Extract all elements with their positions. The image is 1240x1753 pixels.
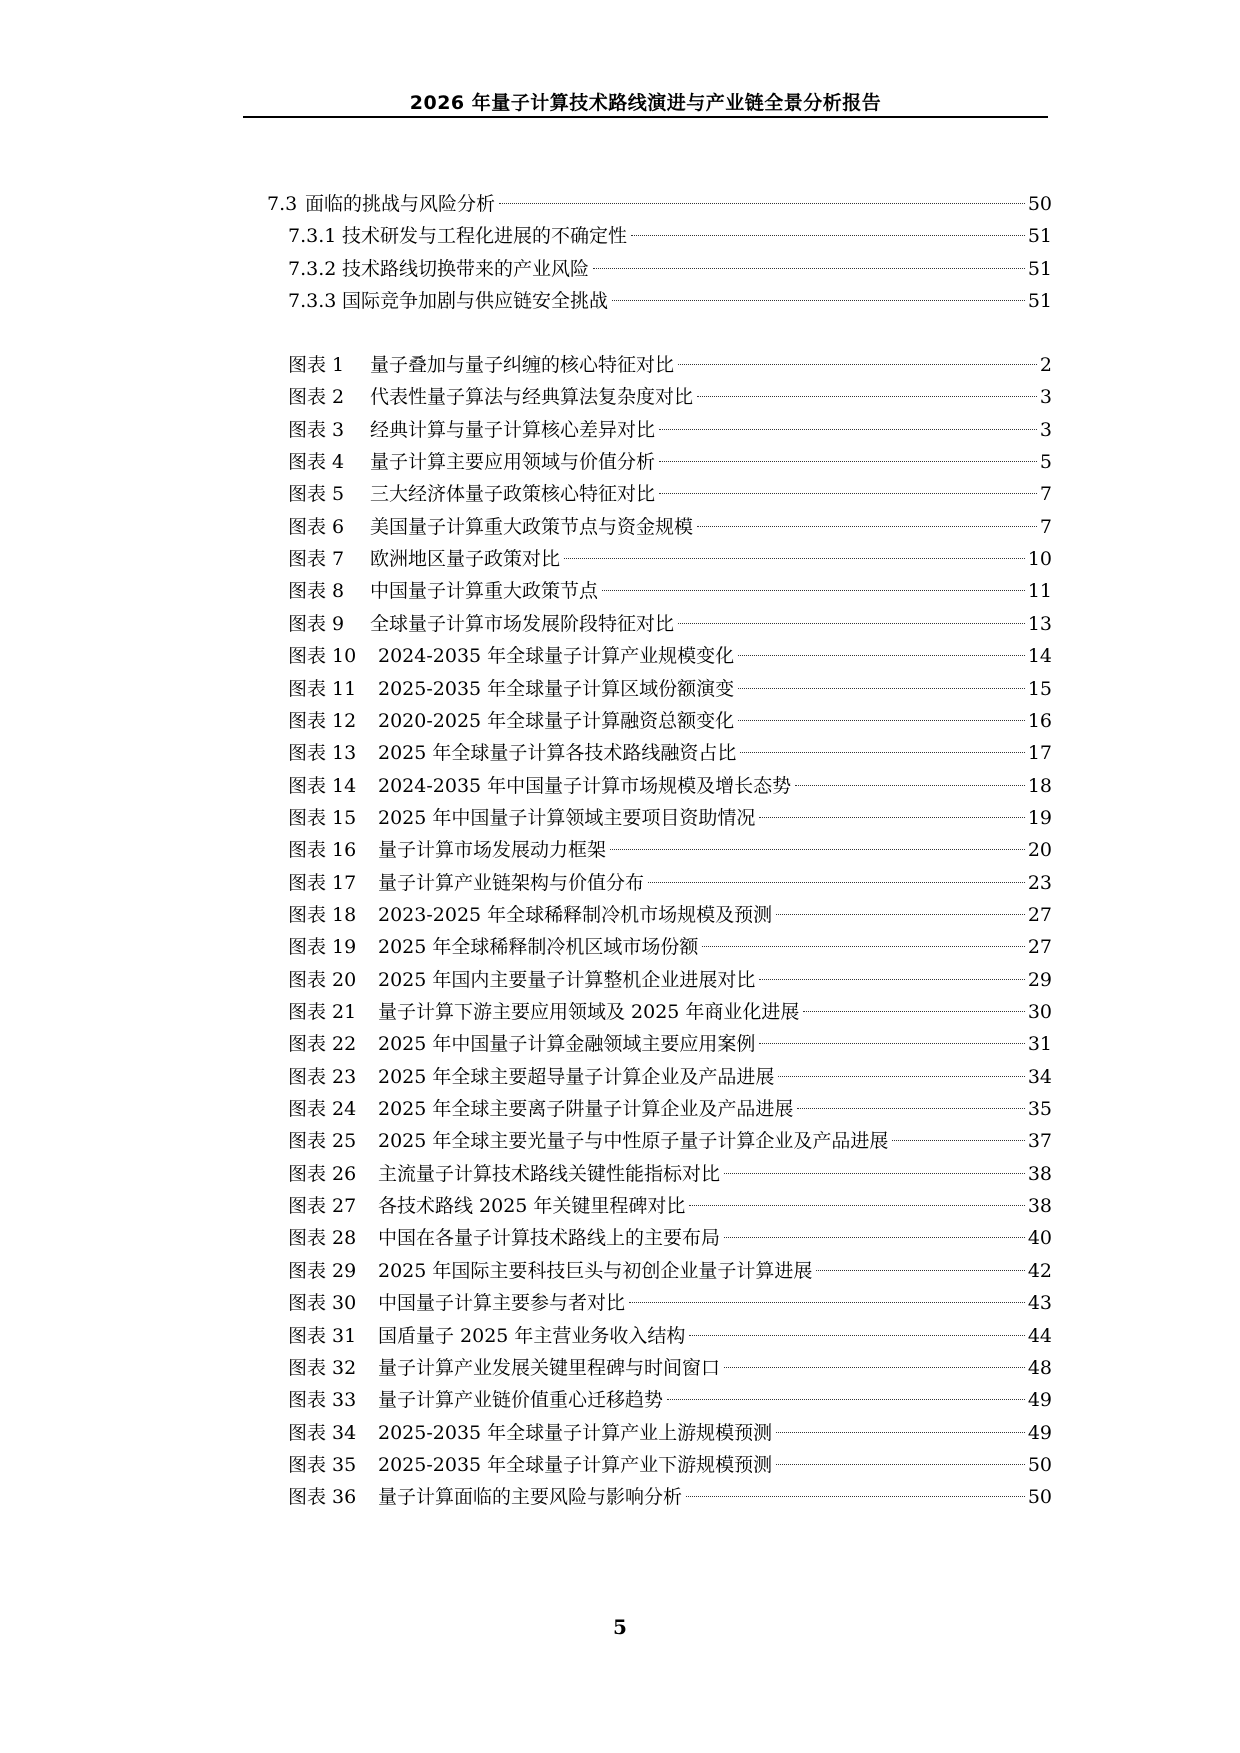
- leader-dots: [686, 1496, 1025, 1497]
- entry-page-number: 27: [1027, 936, 1052, 959]
- entry-label: [288, 577, 598, 605]
- toc-section-entry[interactable]: [288, 255, 1052, 283]
- entry-page-number: 15: [1027, 677, 1052, 700]
- entry-title: 2025 年中国量子计算金融领域主要应用案例: [378, 1033, 756, 1056]
- entry-label: [288, 901, 772, 929]
- toc-section-entry[interactable]: [267, 190, 1052, 218]
- entry-number: 图表 27: [288, 1195, 357, 1218]
- toc-figure-entry[interactable]: [288, 351, 1052, 379]
- entry-title: 面临的挑战与风险分析: [305, 193, 496, 215]
- entry-page-number: 16: [1027, 709, 1052, 732]
- entry-title: 2025-2035 年全球量子计算产业下游规模预测: [378, 1453, 773, 1476]
- leader-dots: [816, 1270, 1024, 1271]
- entry-number: 图表 14: [288, 774, 357, 797]
- entry-number: 图表 33: [288, 1389, 357, 1412]
- leader-dots: [892, 1140, 1024, 1141]
- toc-figure-entry[interactable]: [288, 1127, 1052, 1155]
- entry-label: [288, 222, 627, 250]
- entry-title: 三大经济体量子政策核心特征对比: [370, 483, 656, 506]
- entry-label: [288, 513, 693, 541]
- toc-figure-entry[interactable]: [288, 966, 1052, 994]
- entry-label: [288, 1160, 720, 1188]
- entry-page-number: 44: [1027, 1324, 1052, 1347]
- report-title: 2026 年量子计算技术路线演进与产业链全景分析报告: [409, 92, 882, 114]
- entry-number: 图表 2: [288, 386, 345, 409]
- entry-label: [288, 772, 791, 800]
- toc-section-entry[interactable]: [288, 287, 1052, 315]
- entry-number: 图表 4: [288, 451, 345, 474]
- toc-figure-entry[interactable]: [288, 1451, 1052, 1479]
- entry-title: 经典计算与量子计算核心差异对比: [370, 418, 656, 441]
- toc-figure-entry[interactable]: [288, 1257, 1052, 1285]
- entry-page-number: 35: [1027, 1098, 1052, 1121]
- entry-title: 代表性量子算法与经典算法复杂度对比: [370, 386, 694, 409]
- toc-figure-entry[interactable]: [288, 416, 1052, 444]
- toc-figure-entry[interactable]: [288, 1063, 1052, 1091]
- entry-label: [288, 836, 606, 864]
- entry-page-number: 51: [1027, 225, 1052, 248]
- entry-label: [288, 1451, 772, 1479]
- entry-number: 图表 13: [288, 742, 357, 765]
- entry-label: [288, 416, 655, 444]
- entry-label: [288, 610, 674, 638]
- entry-title: 量子计算面临的主要风险与影响分析: [378, 1486, 683, 1509]
- leader-dots: [689, 1205, 1024, 1206]
- entry-number: 图表 6: [288, 515, 345, 538]
- page-header: [243, 84, 1048, 118]
- leader-dots: [724, 1237, 1025, 1238]
- entry-label: [288, 998, 799, 1026]
- leader-dots: [667, 1399, 1025, 1400]
- entry-title: 国盾量子 2025 年主营业务收入结构: [378, 1324, 686, 1347]
- entry-page-number: 30: [1027, 1001, 1052, 1023]
- leader-dots: [759, 1043, 1024, 1044]
- toc-figure-entry[interactable]: [288, 901, 1052, 929]
- leader-dots: [678, 623, 1025, 624]
- entry-number: 图表 28: [288, 1227, 357, 1250]
- toc-figure-entry[interactable]: [288, 675, 1052, 703]
- entry-number: 图表 20: [288, 968, 357, 991]
- entry-title: 2025 年全球稀释制冷机区域市场份额: [378, 936, 699, 959]
- entry-page-number: 7: [1039, 515, 1052, 538]
- entry-title: 国际竞争加剧与供应链安全挑战: [342, 289, 609, 312]
- leader-dots: [724, 1367, 1025, 1368]
- entry-title: 美国量子计算重大政策节点与资金规模: [370, 515, 694, 538]
- entry-page-number: 42: [1027, 1259, 1052, 1282]
- toc-figure-entry[interactable]: [288, 577, 1052, 605]
- entry-title: 2025 年全球主要光量子与中性原子量子计算企业及产品进展: [378, 1130, 889, 1153]
- entry-page-number: 10: [1027, 548, 1052, 571]
- leader-dots: [740, 752, 1024, 753]
- entry-label: [288, 804, 755, 832]
- toc-figure-entry[interactable]: [288, 933, 1052, 961]
- entry-title: 2025 年全球主要超导量子计算企业及产品进展: [378, 1065, 775, 1088]
- entry-label: [288, 1257, 812, 1285]
- leader-dots: [659, 429, 1037, 430]
- entry-number: 7.3.1: [288, 225, 337, 248]
- entry-label: [288, 707, 734, 735]
- entry-page-number: 48: [1027, 1356, 1052, 1379]
- entry-page-number: 11: [1027, 580, 1052, 603]
- entry-title: 2025-2035 年全球量子计算产业上游规模预测: [378, 1421, 773, 1444]
- entry-number: 图表 19: [288, 936, 357, 959]
- toc-figure-entry[interactable]: [288, 480, 1052, 508]
- leader-dots: [659, 493, 1037, 494]
- leader-dots: [776, 914, 1025, 915]
- entry-label: [288, 1419, 772, 1447]
- entry-label: [288, 1127, 888, 1155]
- entry-page-number: 23: [1027, 871, 1052, 894]
- toc-figure-entry[interactable]: [288, 998, 1052, 1026]
- entry-number: 图表 17: [288, 871, 357, 894]
- entry-number: 图表 25: [288, 1130, 357, 1153]
- leader-dots: [738, 655, 1025, 656]
- leader-dots: [629, 1302, 1025, 1303]
- leader-dots: [759, 817, 1024, 818]
- toc-figure-entry[interactable]: [288, 739, 1052, 767]
- entry-label: [288, 642, 734, 670]
- entry-number: 图表 29: [288, 1259, 357, 1282]
- entry-title: 2020-2025 年全球量子计算融资总额变化: [378, 709, 735, 732]
- toc-figure-entry[interactable]: [288, 772, 1052, 800]
- entry-label: [288, 1192, 685, 1220]
- entry-number: 图表 1: [288, 354, 345, 376]
- toc-figure-entry[interactable]: [288, 707, 1052, 735]
- toc-figure-entry[interactable]: [288, 1192, 1052, 1220]
- entry-page-number: 38: [1027, 1162, 1052, 1185]
- toc-figure-entry[interactable]: [288, 1483, 1052, 1511]
- entry-number: 图表 10: [288, 645, 357, 668]
- toc-figure-entry[interactable]: [288, 804, 1052, 832]
- leader-dots: [564, 558, 1025, 559]
- entry-page-number: 51: [1027, 289, 1052, 312]
- entry-label: [288, 1322, 685, 1350]
- leader-dots: [678, 364, 1037, 365]
- entry-label: [288, 1354, 720, 1382]
- entry-number: 图表 22: [288, 1033, 357, 1056]
- entry-page-number: 7: [1039, 483, 1052, 506]
- entry-title: 各技术路线 2025 年关键里程碑对比: [378, 1195, 686, 1218]
- entry-page-number: 40: [1027, 1227, 1052, 1250]
- entry-number: 图表 18: [288, 903, 357, 926]
- entry-label: [288, 933, 698, 961]
- entry-page-number: 43: [1027, 1292, 1052, 1315]
- leader-dots: [648, 882, 1025, 883]
- entry-number: 图表 9: [288, 612, 345, 635]
- entry-title: 中国在各量子计算技术路线上的主要布局: [378, 1227, 721, 1250]
- entry-title: 量子计算下游主要应用领域及 2025 年商业化进展: [378, 1001, 800, 1023]
- entry-page-number: 3: [1039, 386, 1052, 409]
- entry-page-number: 3: [1039, 418, 1052, 441]
- entry-number: 图表 7: [288, 548, 345, 571]
- entry-label: [288, 869, 644, 897]
- entry-number: 图表 36: [288, 1486, 357, 1509]
- entry-number: 图表 35: [288, 1453, 357, 1476]
- entry-page-number: 50: [1027, 193, 1052, 215]
- leader-dots: [738, 720, 1025, 721]
- toc-figure-entry[interactable]: [288, 869, 1052, 897]
- entry-number: 图表 5: [288, 483, 345, 506]
- entry-title: 量子叠加与量子纠缠的核心特征对比: [370, 354, 675, 376]
- entry-number: 图表 12: [288, 709, 357, 732]
- leader-dots: [612, 300, 1025, 301]
- entry-number: 图表 8: [288, 580, 345, 603]
- entry-page-number: 51: [1027, 257, 1052, 280]
- entry-label: [288, 1386, 663, 1414]
- entry-label: [288, 287, 608, 315]
- entry-page-number: 49: [1027, 1421, 1052, 1444]
- leader-dots: [738, 688, 1025, 689]
- entry-title: 中国量子计算重大政策节点: [370, 580, 599, 603]
- leader-dots: [778, 1076, 1024, 1077]
- entry-page-number: 13: [1027, 612, 1052, 635]
- entry-label: [288, 351, 674, 379]
- leader-dots: [702, 946, 1024, 947]
- leader-dots: [499, 203, 1025, 204]
- entry-label: [288, 255, 589, 283]
- entry-title: 2023-2025 年全球稀释制冷机市场规模及预测: [378, 903, 773, 926]
- entry-page-number: 50: [1027, 1486, 1052, 1509]
- entry-label: [288, 966, 755, 994]
- leader-dots: [776, 1464, 1025, 1465]
- entry-title: 中国量子计算主要参与者对比: [378, 1292, 626, 1315]
- leader-dots: [659, 461, 1037, 462]
- toc-figure-entry[interactable]: [288, 1419, 1052, 1447]
- toc-figure-entry[interactable]: [288, 1386, 1052, 1414]
- entry-title: 2025-2035 年全球量子计算区域份额演变: [378, 677, 735, 700]
- leader-dots: [795, 785, 1025, 786]
- entry-title: 主流量子计算技术路线关键性能指标对比: [378, 1162, 721, 1185]
- entry-page-number: 49: [1027, 1389, 1052, 1412]
- entry-title: 2025 年中国量子计算领域主要项目资助情况: [378, 806, 756, 829]
- entry-label: [288, 1063, 774, 1091]
- entry-label: [288, 448, 655, 476]
- entry-title: 技术路线切换带来的产业风险: [342, 257, 590, 280]
- entry-number: 7.3.3: [288, 289, 337, 312]
- toc-figure-entry[interactable]: [288, 448, 1052, 476]
- toc-section-entry[interactable]: [288, 222, 1052, 250]
- entry-number: 图表 34: [288, 1421, 357, 1444]
- entry-title: 量子计算产业链价值重心迁移趋势: [378, 1389, 664, 1412]
- entry-page-number: 20: [1027, 839, 1052, 862]
- toc-figure-entry[interactable]: [288, 1095, 1052, 1123]
- leader-dots: [697, 526, 1037, 527]
- entry-number: 图表 32: [288, 1356, 357, 1379]
- leader-dots: [724, 1173, 1025, 1174]
- toc-figure-entry[interactable]: [288, 383, 1052, 411]
- toc-figure-entry[interactable]: [288, 1354, 1052, 1382]
- entry-number: 图表 30: [288, 1292, 357, 1315]
- entry-page-number: 31: [1027, 1033, 1052, 1056]
- entry-title: 2024-2035 年全球量子计算产业规模变化: [378, 645, 735, 668]
- leader-dots: [797, 1108, 1024, 1109]
- entry-page-number: 14: [1027, 645, 1052, 668]
- entry-title: 2024-2035 年中国量子计算市场规模及增长态势: [378, 774, 792, 797]
- entry-label: [288, 1483, 682, 1511]
- leader-dots: [593, 268, 1025, 269]
- toc-figure-entry[interactable]: [288, 1322, 1052, 1350]
- entry-page-number: 27: [1027, 903, 1052, 926]
- entry-label: [288, 1030, 755, 1058]
- entry-label: [288, 1224, 720, 1252]
- entry-label: [288, 1289, 625, 1317]
- entry-title: 技术研发与工程化进展的不确定性: [342, 225, 628, 248]
- toc-figure-entry[interactable]: [288, 1160, 1052, 1188]
- entry-label: [288, 675, 734, 703]
- toc-figure-entry[interactable]: [288, 1289, 1052, 1317]
- entry-page-number: 19: [1027, 806, 1052, 829]
- page-number: 5: [613, 1615, 627, 1639]
- toc-figure-entry[interactable]: [288, 642, 1052, 670]
- leader-dots: [803, 1011, 1024, 1012]
- entry-number: 图表 11: [288, 677, 357, 700]
- entry-label: [288, 383, 693, 411]
- leader-dots: [602, 590, 1025, 591]
- entry-label: [288, 739, 736, 767]
- entry-page-number: 37: [1027, 1130, 1052, 1153]
- toc-figure-entry[interactable]: [288, 545, 1052, 573]
- toc-figure-entry[interactable]: [288, 1030, 1052, 1058]
- entry-page-number: 2: [1039, 354, 1052, 376]
- entry-title: 2025 年国际主要科技巨头与初创企业量子计算进展: [378, 1259, 813, 1282]
- entry-page-number: 34: [1027, 1065, 1052, 1088]
- entry-title: 欧洲地区量子政策对比: [370, 548, 561, 571]
- leader-dots: [697, 396, 1037, 397]
- entry-label: [288, 1095, 793, 1123]
- entry-title: 量子计算市场发展动力框架: [378, 839, 607, 862]
- entry-page-number: 50: [1027, 1453, 1052, 1476]
- toc-figure-entry[interactable]: [288, 836, 1052, 864]
- entry-title: 2025 年全球主要离子阱量子计算企业及产品进展: [378, 1098, 794, 1121]
- entry-label: [267, 190, 495, 218]
- entry-label: [288, 480, 655, 508]
- entry-title: 量子计算主要应用领域与价值分析: [370, 451, 656, 474]
- entry-title: 2025 年全球量子计算各技术路线融资占比: [378, 742, 737, 765]
- entry-number: 图表 21: [288, 1001, 357, 1023]
- leader-dots: [610, 849, 1025, 850]
- entry-label: [288, 545, 560, 573]
- entry-number: 图表 31: [288, 1324, 357, 1347]
- entry-number: 图表 24: [288, 1098, 357, 1121]
- entry-page-number: 29: [1027, 968, 1052, 991]
- entry-page-number: 17: [1027, 742, 1052, 765]
- entry-number: 图表 16: [288, 839, 357, 862]
- leader-dots: [776, 1432, 1025, 1433]
- leader-dots: [689, 1335, 1024, 1336]
- entry-page-number: 5: [1039, 451, 1052, 474]
- entry-number: 7.3.2: [288, 257, 337, 280]
- entry-number: 图表 15: [288, 806, 357, 829]
- entry-number: 图表 23: [288, 1065, 357, 1088]
- toc-figure-entry[interactable]: [288, 610, 1052, 638]
- leader-dots: [631, 235, 1025, 236]
- toc-figure-entry[interactable]: [288, 513, 1052, 541]
- entry-page-number: 18: [1027, 774, 1052, 797]
- entry-title: 2025 年国内主要量子计算整机企业进展对比: [378, 968, 756, 991]
- entry-number: 7.3: [267, 193, 298, 215]
- entry-title: 量子计算产业链架构与价值分布: [378, 871, 645, 894]
- entry-number: 图表 3: [288, 418, 345, 441]
- entry-number: 图表 26: [288, 1162, 357, 1185]
- entry-title: 量子计算产业发展关键里程碑与时间窗口: [378, 1356, 721, 1379]
- toc-figure-entry[interactable]: [288, 1224, 1052, 1252]
- leader-dots: [759, 979, 1024, 980]
- entry-title: 全球量子计算市场发展阶段特征对比: [370, 612, 675, 635]
- entry-page-number: 38: [1027, 1195, 1052, 1218]
